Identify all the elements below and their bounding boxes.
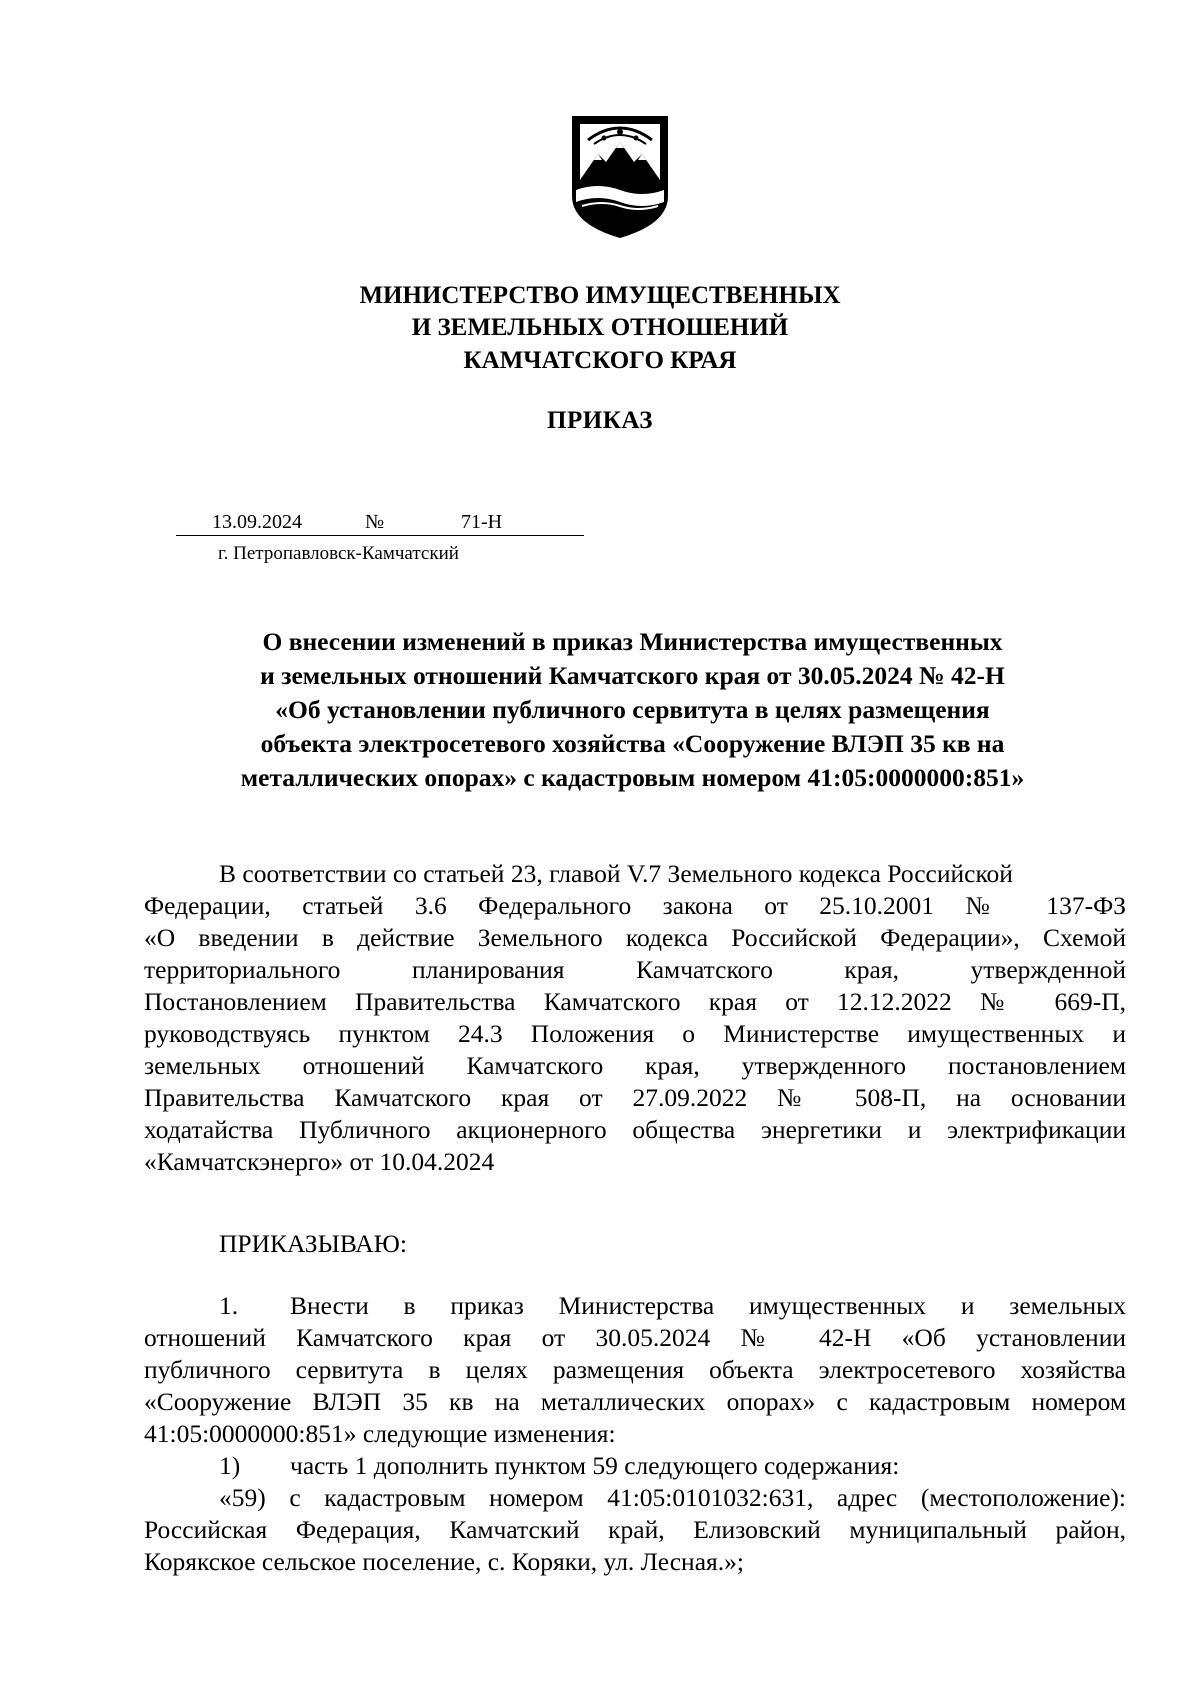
order-number: 71-Н [461, 511, 503, 533]
preamble-line: Федерации, статьей 3.6 Федерального закона от 25.10.2001 № 137-ФЗ [144, 891, 1126, 920]
preamble-line: земельных отношений Камчатского края, утвержденного постановлением [144, 1051, 1126, 1080]
subject-line: «Об установлении публичного сервитута в целях размещения [275, 695, 990, 724]
order-word: ПРИКАЗЫВАЮ: [219, 1229, 407, 1258]
preamble-line: территориального планирования Камчатского края, утвержденной [144, 955, 1126, 984]
preamble-line: Правительства Камчатского края от 27.09.2022 № 508-П, на основании [144, 1083, 1126, 1112]
subitem-text: часть 1 дополнить пунктом 59 следующего содержания: [290, 1451, 900, 1480]
preamble-line: «О введении в действие Земельного кодекса Российской Федерации», Схемой [144, 923, 1126, 952]
item-line: публичного сервитута в целях размещения объекта электросетевого хозяйства [144, 1355, 1126, 1384]
subitem-line: Российская Федерация, Камчатский край, Елизовский муниципальный район, [144, 1515, 1126, 1544]
subitem-number: 1) [219, 1451, 241, 1480]
item-number: 1. [219, 1291, 239, 1320]
place-of-issue: г. Петропавловск-Камчатский [218, 543, 459, 564]
document-type: ПРИКАЗ [547, 407, 653, 434]
preamble-line: ходатайства Публичного акционерного общества энергетики и электрификации [144, 1115, 1126, 1144]
subject-line: металлических опорах» с кадастровым номером 41:05:0000000:851» [240, 763, 1025, 792]
preamble-line: В соответствии со статьей 23, главой V.7 Земельного кодекса Российской [219, 859, 1013, 888]
kamchatka-coat-of-arms-icon [568, 112, 672, 240]
ministry-name-line-1: МИНИСТЕРСТВО ИМУЩЕСТВЕННЫХ [359, 282, 841, 309]
preamble-line: Постановлением Правительства Камчатского края от 12.12.2022 № 669-П, [144, 987, 1126, 1016]
preamble-line: «Камчатскэнерго» от 10.04.2024 [144, 1147, 495, 1176]
item-line: «Сооружение ВЛЭП 35 кв на металлических опорах» с кадастровым номером [144, 1387, 1126, 1416]
ministry-name-line-2: И ЗЕМЕЛЬНЫХ ОТНОШЕНИЙ [411, 314, 789, 341]
order-date: 13.09.2024 [212, 511, 302, 533]
number-sign: № [365, 511, 385, 533]
subitem-line: «59) с кадастровым номером 41:05:0101032:631, адрес (местоположение): [219, 1483, 1126, 1512]
ministry-name-line-3: КАМЧАТСКОГО КРАЯ [463, 347, 737, 374]
item-line: отношений Камчатского края от 30.05.2024 № 42-Н «Об установлении [144, 1323, 1126, 1352]
subject-line: объекта электросетевого хозяйства «Сооружение ВЛЭП 35 кв на [260, 729, 1005, 758]
subject-line: О внесении изменений в приказ Министерства имущественных [262, 627, 1003, 656]
item-line: 41:05:0000000:851» следующие изменения: [144, 1419, 616, 1448]
requisites-underline [176, 535, 584, 536]
subitem-line: Корякское сельское поселение, с. Коряки, ул. Лесная.»; [144, 1547, 744, 1576]
item-line: Внести в приказ Министерства имущественных и земельных [290, 1291, 1126, 1320]
preamble-line: руководствуясь пунктом 24.3 Положения о Министерстве имущественных и [144, 1019, 1126, 1048]
subject-line: и земельных отношений Камчатского края от 30.05.2024 № 42-Н [260, 661, 1005, 690]
